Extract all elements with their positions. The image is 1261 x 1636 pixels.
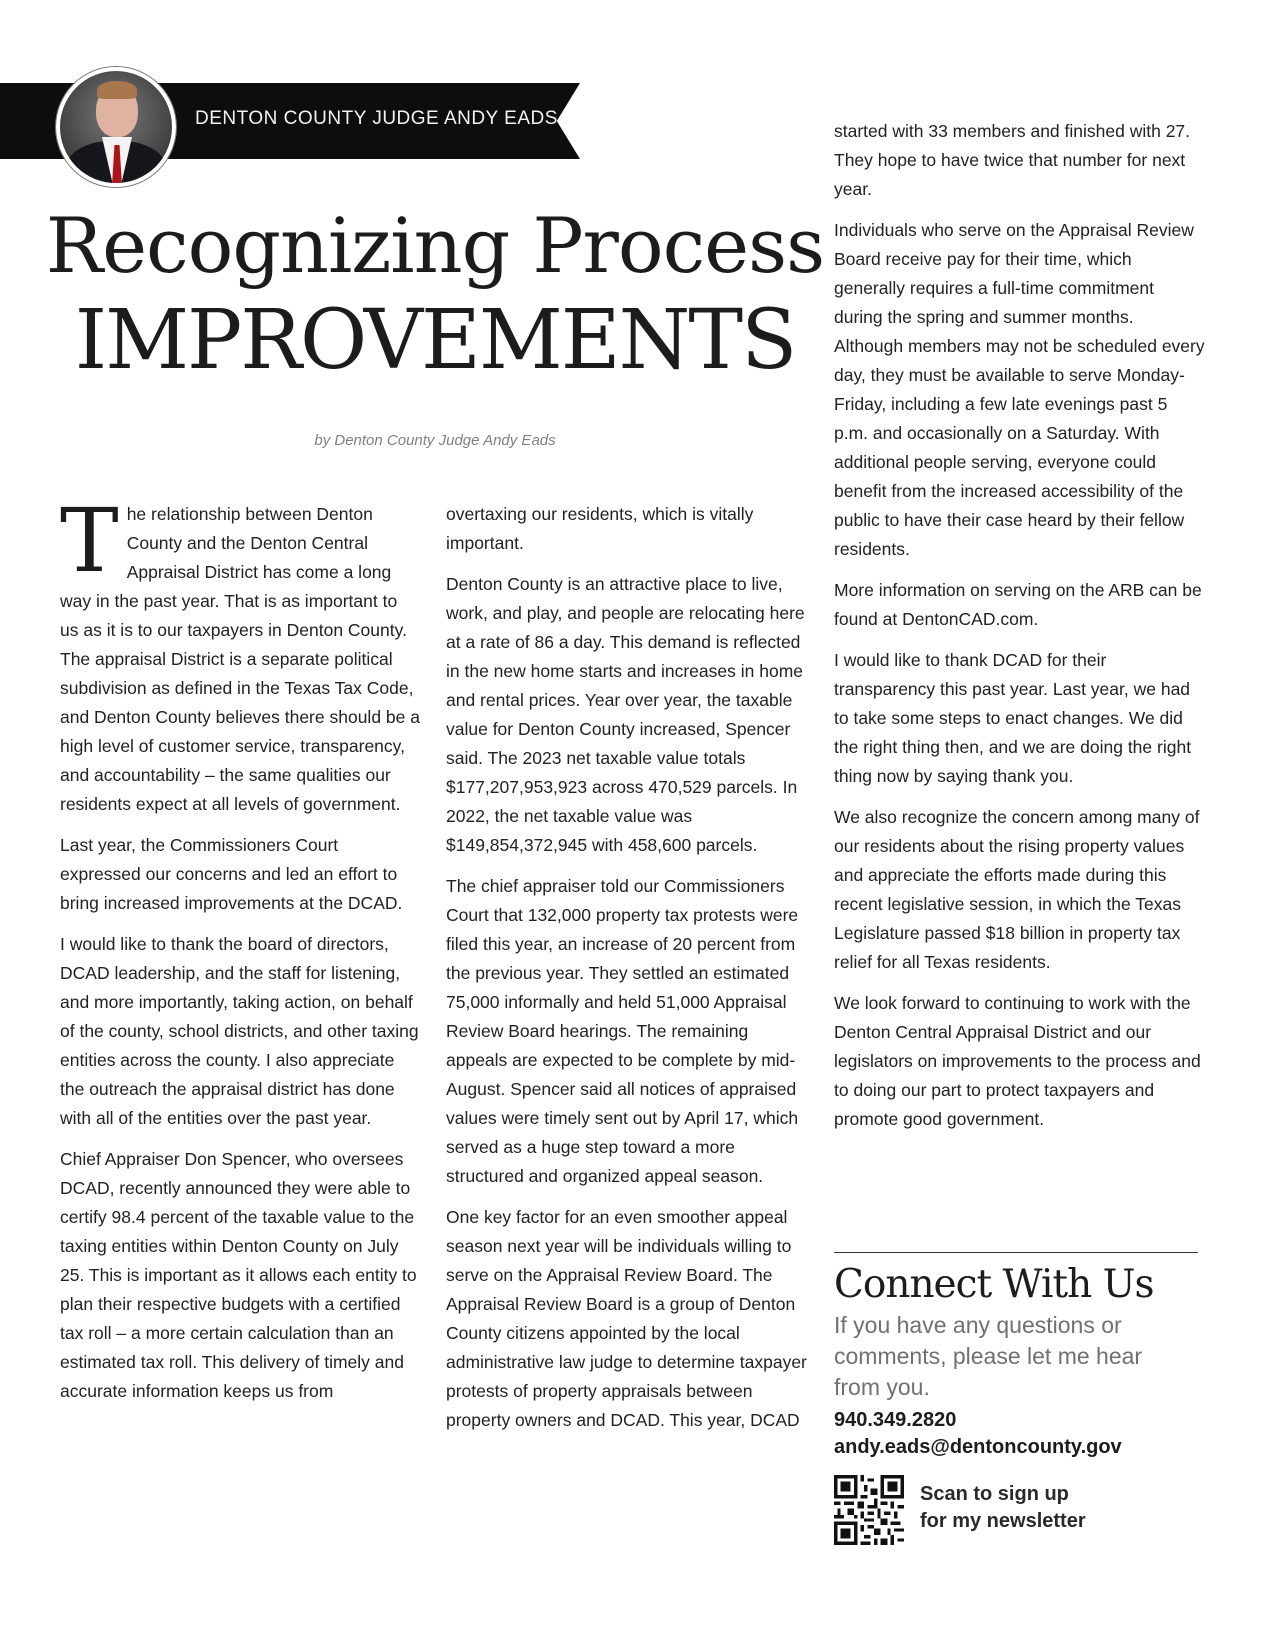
portrait-hair xyxy=(97,81,137,99)
qr-caption xyxy=(920,1481,1120,1535)
paragraph: One key factor for an even smoother appeal season next year will be individuals willing to serve on the Appraisal Review Board. The Appraisal Review Board is a group of Denton County citizens appointed by the local administrative law judge to determine taxpayer protests of property appraisals between property owners and DCAD. This year, DCAD xyxy=(446,1207,807,1430)
paragraph: started with 33 members and finished with 27. They hope to have twice that number for next year. xyxy=(834,121,1191,199)
article-column-2 xyxy=(446,500,812,1447)
section-divider xyxy=(834,1252,1198,1253)
email-link[interactable]: andy.eads@dentoncounty.gov xyxy=(834,1436,1122,1458)
qr-code-icon[interactable] xyxy=(834,1475,904,1545)
connect-heading: Connect With Us xyxy=(834,1262,1154,1307)
article-column-1 xyxy=(60,489,420,1418)
headline-line1: Recognizing Process xyxy=(45,201,825,290)
paragraph: I would like to thank the board of directors, DCAD leadership, and the staff for listening, and more importantly, taking action, on behalf of the county, school districts, and other taxing entities across the county. I also appreciate the outreach the appraisal district has done with all of the entities over the past year. xyxy=(60,934,419,1128)
qr-caption-line2: for my newsletter xyxy=(920,1510,1086,1532)
paragraph: We look forward to continuing to work with the Denton Central Appraisal District and our legislators on improvements to the process and to doing our part to protect taxpayers and promote good government. xyxy=(834,993,1201,1129)
paragraph: Chief Appraiser Don Spencer, who oversees DCAD, recently announced they were able to certify 98.4 percent of the taxable value to the taxing entities within Denton County on July 25. This is important as it allows each entity to plan their respective budgets with a certified tax roll – a more certain calculation than an estimated tax roll. This delivery of timely and accurate information keeps us from xyxy=(60,1149,417,1401)
paragraph: Denton County is an attractive place to live, work, and play, and people are relocating here at a rate of 86 a day. This demand is reflected in the new home starts and increases in home and rental prices. Year over year, the taxable value for Denton County increased, Spencer said. The 2023 net taxable value totals $177,207,953,923 across 470,529 parcels. In 2022, the net taxable value was $149,854,372,945 with 458,600 parcels. xyxy=(446,574,805,855)
paragraph: Last year, the Commissioners Court expressed our concerns and led an effort to bring increased improvements at the DCAD. xyxy=(60,835,403,913)
headline-line2: IMPROVEMENTS xyxy=(74,293,796,388)
paragraph: More information on serving on the ARB can be found at DentonCAD.com. xyxy=(834,580,1202,629)
paragraph: We also recognize the concern among many of our residents about the rising property values and appreciate the efforts made during this recent legislative session, in which the Texas Legislature passed $18 billion in property tax relief for all Texas residents. xyxy=(834,807,1200,972)
qr-caption-line1: Scan to sign up xyxy=(920,1483,1069,1505)
byline: by Denton County Judge Andy Eads xyxy=(314,432,556,449)
paragraph: I would like to thank DCAD for their transparency this past year. Last year, we had to take some steps to enact changes. We did the right thing then, and we are doing the right thing now by saying thank you. xyxy=(834,650,1192,786)
article-column-3 xyxy=(834,117,1206,1146)
author-portrait xyxy=(56,67,176,187)
paragraph xyxy=(60,489,420,819)
phone-number: 940.349.2820 xyxy=(834,1409,957,1431)
paragraph: Individuals who serve on the Appraisal Review Board receive pay for their time, which generally requires a full-time commitment during the spring and summer months. Although members may not be scheduled every day, they must be available to serve Monday-Friday, including a few late evenings past 5 p.m. and occasionally on a Saturday. With additional people serving, everyone could benefit from the increased accessibility of the public to have their case heard by their fellow residents. xyxy=(834,220,1205,559)
paragraph-text: he relationship between Denton County and the Denton Central Appraisal District has come a long way in the past year. That is as important to us as it is to our taxpayers in Denton County. The appraisal District is a separate political subdivision as defined in the Texas Tax Code, and Denton County believes there should be a high level of customer service, transparency, and accountability – the same qualities our residents expect at all levels of government. xyxy=(60,504,420,814)
connect-body: If you have any questions or comments, please let me hear from you. xyxy=(834,1312,1143,1400)
banner-title: DENTON COUNTY JUDGE ANDY EADS xyxy=(195,108,558,129)
paragraph: The chief appraiser told our Commissioners Court that 132,000 property tax protests were filed this year, an increase of 20 percent from the previous year. They settled an estimated 75,000 informally and held 51,000 Appraisal Review Board hearings. The remaining appeals are expected to be complete by mid-August. Spencer said all notices of appraised values were timely sent out by April 17, which served as a huge step toward a more structured and organized appeal season. xyxy=(446,876,799,1186)
paragraph: overtaxing our residents, which is vitally important. xyxy=(446,504,754,553)
drop-cap: T xyxy=(60,489,119,592)
